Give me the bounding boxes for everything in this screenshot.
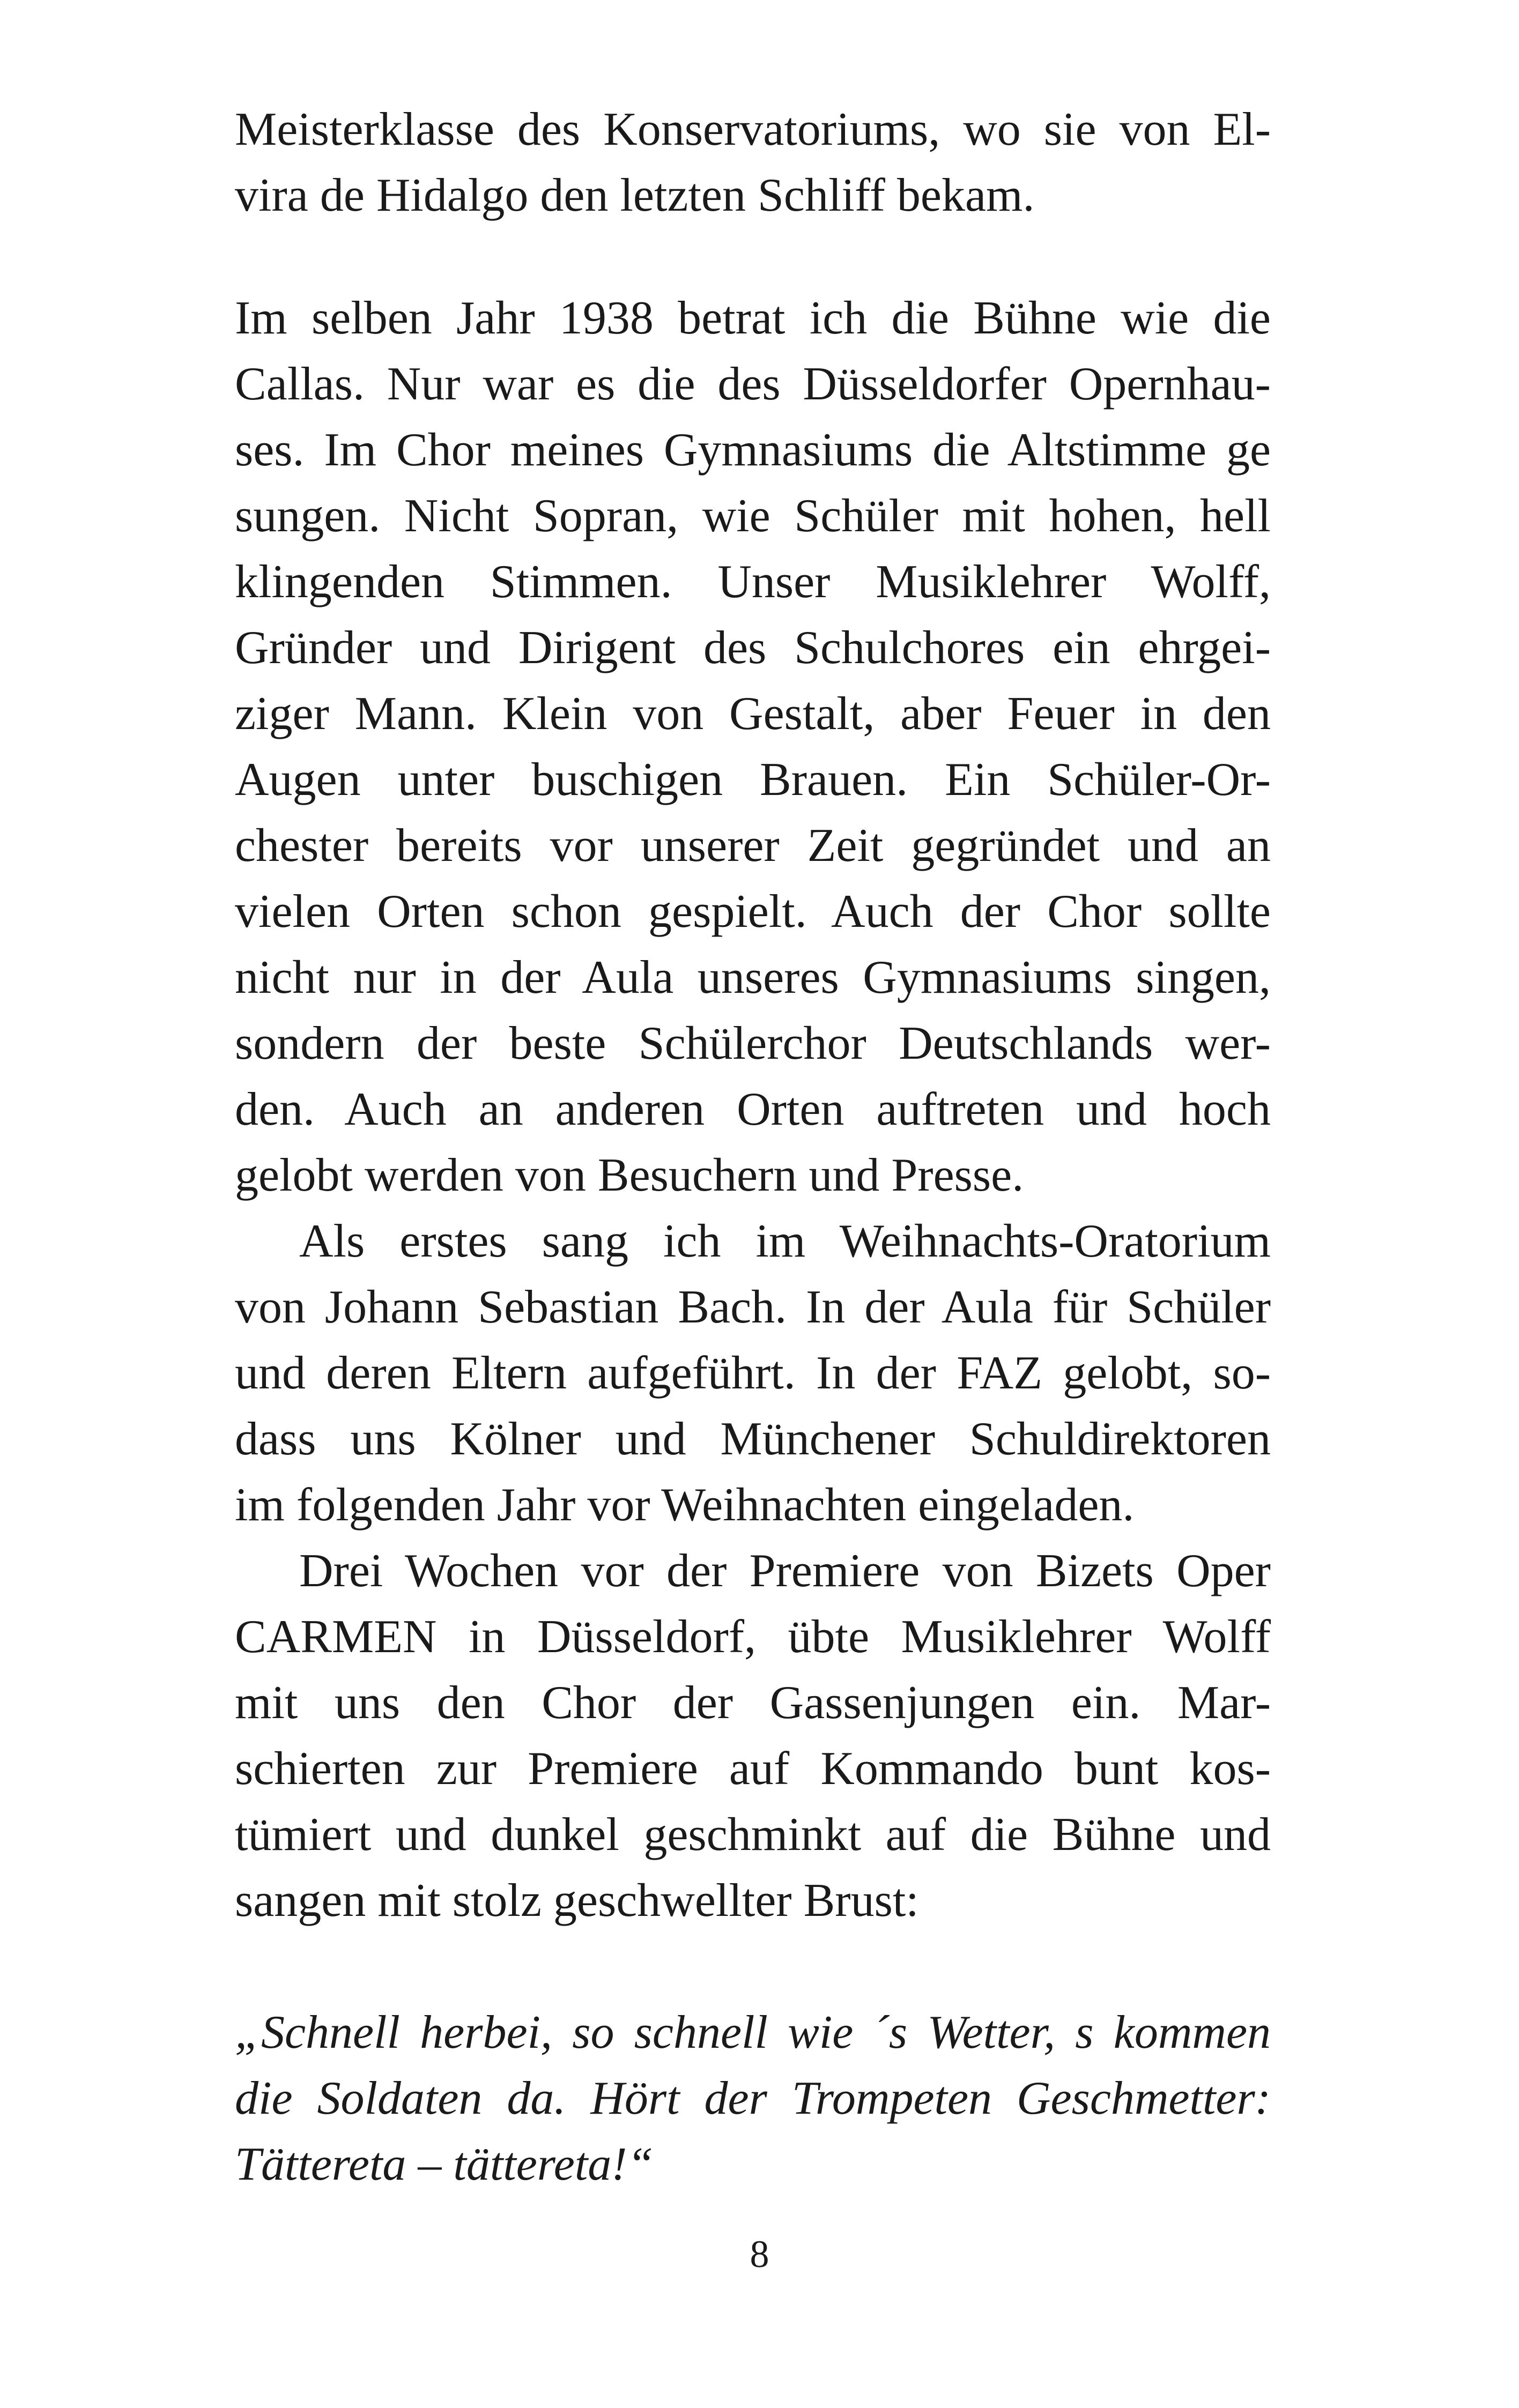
text-line: klingenden Stimmen. Unser Musiklehrer Wolff, <box>235 556 1271 608</box>
paragraph-carmen <box>235 1538 1271 1934</box>
text-line: vielen Orten schon gespielt. Auch der Chor sollte <box>235 886 1271 938</box>
text-line: von Johann Sebastian Bach. In der Aula für Schüler <box>235 1281 1271 1333</box>
text-line: gelobt werden von Besuchern und Presse. <box>235 1149 1024 1201</box>
quote-line: die Soldaten da. Hört der Trompeten Geschmetter: <box>235 2072 1271 2124</box>
text-line: Drei Wochen vor der Premiere von Bizets Oper <box>299 1545 1271 1597</box>
text-line: vira de Hidalgo den letzten Schliff bekam. <box>235 169 1035 221</box>
paragraph-opera-debut <box>235 285 1271 1208</box>
text-line: chester bereits vor unserer Zeit gegründet und an <box>235 820 1271 872</box>
text-line: schierten zur Premiere auf Kommando bunt kos- <box>235 1743 1271 1795</box>
text-line: sungen. Nicht Sopran, wie Schüler mit hohen, hell <box>235 490 1271 542</box>
text-line: Callas. Nur war es die des Düsseldorfer Opernhau- <box>235 358 1271 410</box>
text-line: im folgenden Jahr vor Weihnachten eingeladen. <box>235 1479 1135 1531</box>
text-line: Im selben Jahr 1938 betrat ich die Bühne wie die <box>235 292 1271 344</box>
quote-line: „Schnell herbei, so schnell wie ´s Wetter, s kommen <box>235 2006 1271 2058</box>
text-line: sangen mit stolz geschwellter Brust: <box>235 1875 919 1927</box>
text-line: ses. Im Chor meines Gymnasiums die Altstimme ge <box>235 424 1271 476</box>
text-line: tümiert und dunkel geschminkt auf die Bühne und <box>235 1809 1271 1861</box>
quote-block <box>235 2000 1271 2197</box>
quote-line: Tättereta – tättereta!“ <box>235 2138 654 2190</box>
text-line: mit uns den Chor der Gassenjungen ein. Mar- <box>235 1677 1271 1729</box>
text-line: sondern der beste Schülerchor Deutschlands wer- <box>235 1017 1271 1069</box>
text-line: ziger Mann. Klein von Gestalt, aber Feuer in den <box>235 688 1271 740</box>
text-line: CARMEN in Düsseldorf, übte Musiklehrer Wolff <box>235 1611 1271 1663</box>
paragraph-oratorium <box>235 1208 1271 1538</box>
text-line: nicht nur in der Aula unseres Gymnasiums singen, <box>235 952 1271 1004</box>
text-line: den. Auch an anderen Orten auftreten und hoch <box>235 1083 1271 1135</box>
text-line: Als erstes sang ich im Weihnachts-Oratorium <box>299 1215 1271 1267</box>
paragraph-continuation <box>235 96 1271 228</box>
page-number: 8 <box>750 2233 769 2276</box>
text-line: Augen unter buschigen Brauen. Ein Schüler-Or- <box>235 754 1271 806</box>
text-line: Meisterklasse des Konservatoriums, wo sie von El- <box>235 103 1271 155</box>
text-line: Gründer und Dirigent des Schulchores ein ehrgei- <box>235 622 1271 674</box>
text-line: und deren Eltern aufgeführt. In der FAZ gelobt, so- <box>235 1347 1271 1399</box>
text-line: dass uns Kölner und Münchener Schuldirektoren <box>235 1413 1271 1465</box>
